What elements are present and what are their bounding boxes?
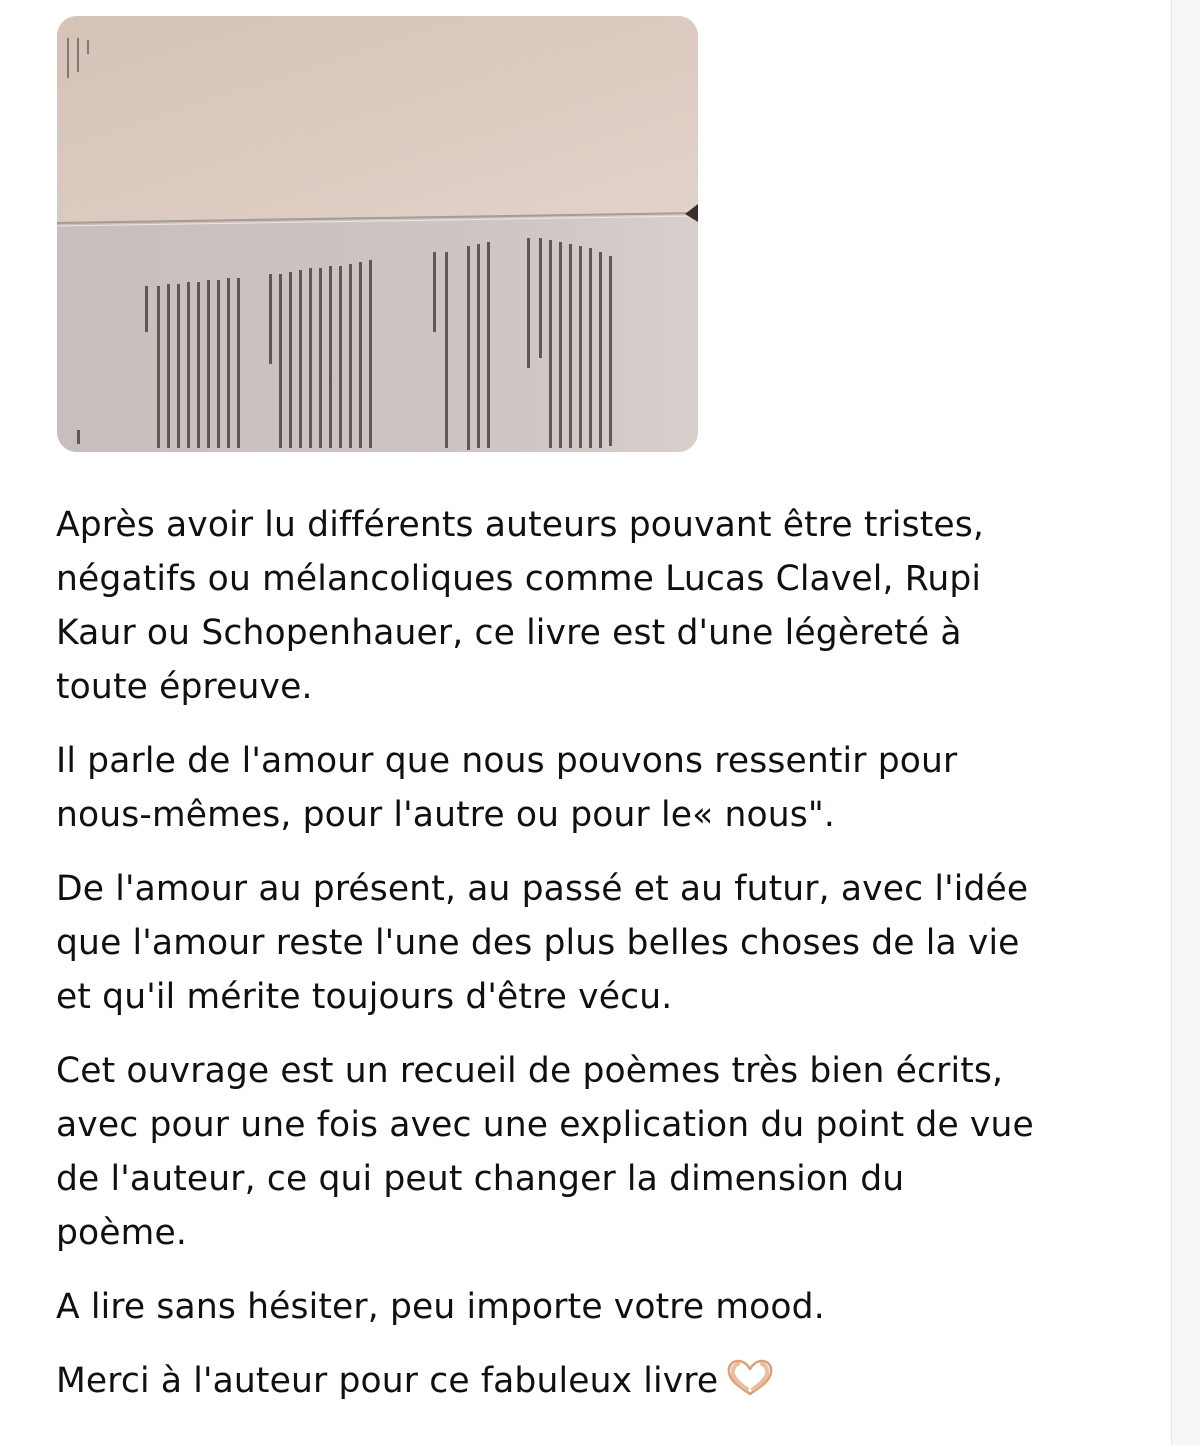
text-line: nous-mêmes, pour l'autre ou pour le« nous". (56, 795, 836, 835)
text-line: Cet ouvrage est un recueil de poèmes très bien écrits, (56, 1051, 1004, 1091)
text-line: toute épreuve. (56, 667, 313, 707)
text-line: et qu'il mérite toujours d'être vécu. (56, 977, 673, 1017)
text-line: avec pour une fois avec une explication du point de vue (56, 1105, 1034, 1145)
review-photo[interactable] (57, 16, 698, 452)
text-line: de l'auteur, ce qui peut changer la dimension du (56, 1159, 905, 1199)
text-line: que l'amour reste l'une des plus belles choses de la vie (56, 923, 1020, 963)
text-line: Après avoir lu différents auteurs pouvant être tristes, (56, 505, 985, 545)
text-line: négatifs ou mélancoliques comme Lucas Clavel, Rupi (56, 559, 982, 599)
review-paragraph (56, 498, 1166, 714)
text-line (56, 1354, 1166, 1408)
text-line: Il parle de l'amour que nous pouvons ressentir pour (56, 741, 958, 781)
text-line: poème. (56, 1213, 187, 1253)
heart-hands-icon (724, 1358, 776, 1398)
review-paragraph (56, 1280, 1166, 1334)
review-paragraph (56, 734, 1166, 842)
text-line: A lire sans hésiter, peu importe votre mood. (56, 1287, 825, 1327)
closing-text: Merci à l'auteur pour ce fabuleux livre (56, 1361, 719, 1401)
text-line: De l'amour au présent, au passé et au futur, avec l'idée (56, 869, 1029, 909)
book-page-photo (57, 16, 698, 452)
review-paragraph (56, 1354, 1166, 1408)
scroll-gutter (1171, 0, 1200, 1445)
review-paragraph (56, 1044, 1166, 1260)
review-text (56, 498, 1166, 1428)
text-line: Kaur ou Schopenhauer, ce livre est d'une légèreté à (56, 613, 962, 653)
review-paragraph (56, 862, 1166, 1024)
